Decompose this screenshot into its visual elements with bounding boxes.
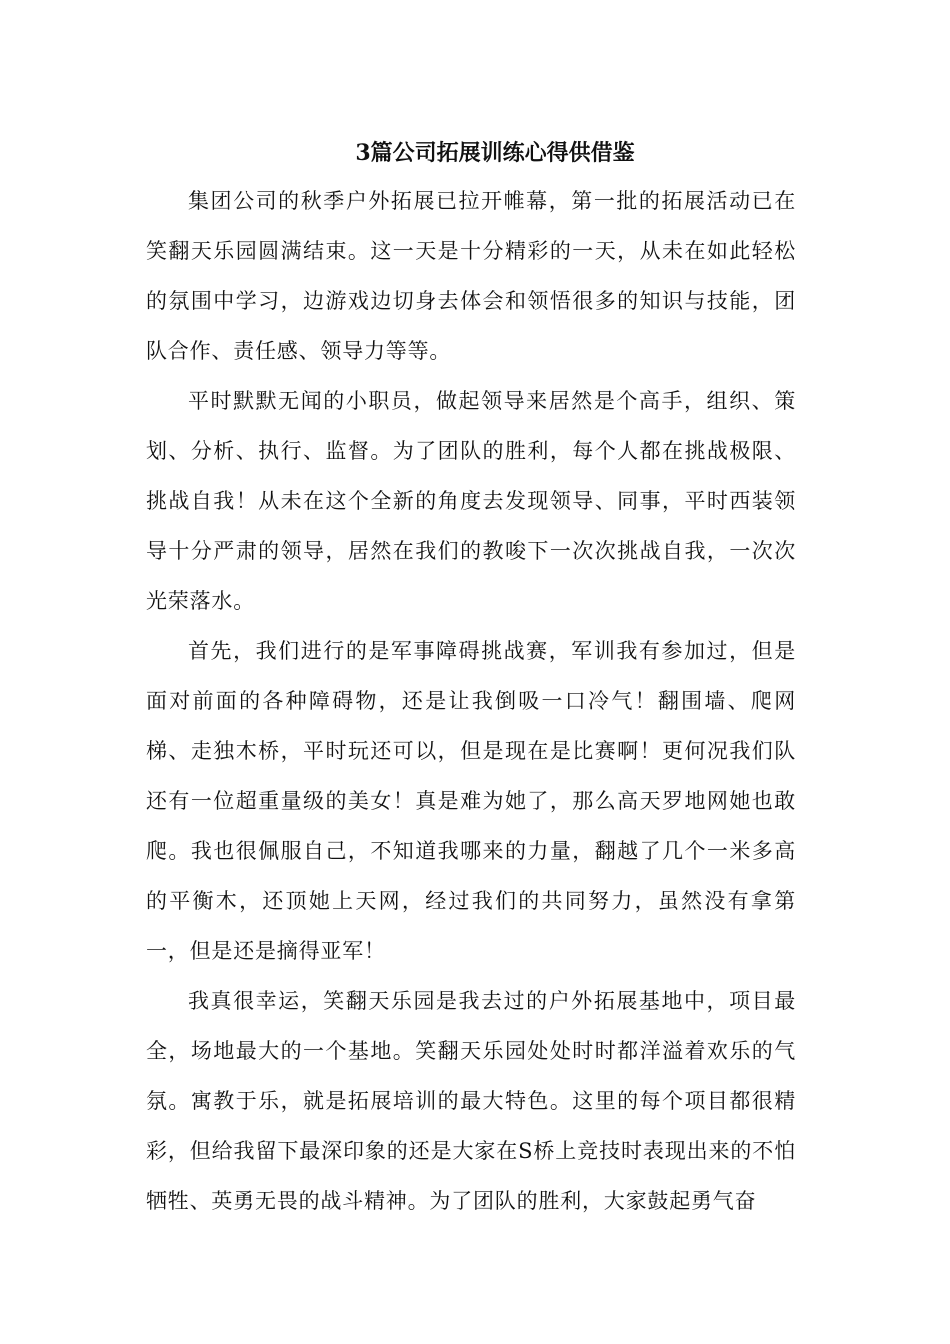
paragraph: 首先，我们进行的是军事障碍挑战赛，军训我有参加过，但是面对前面的各种障碍物，还是让我倒吸一口冷气！翻围墙、爬网梯、走独木桥，平时玩还可以，但是现在是比赛啊！更何况我们队还有一位超重量级的美女！真是难为她了，那么高天罗地网她也敢爬。我也很佩服自己，不知道我哪来的力量，翻越了几个一米多高的平衡木，还顶她上天网，经过我们的共同努力，虽然没有拿第一，但是还是摘得亚军！ — [146, 639, 796, 963]
paragraph: 平时默默无闻的小职员，做起领导来居然是个高手，组织、策划、分析、执行、监督。为了团队的胜利，每个人都在挑战极限、挑战自我！从未在这个全新的角度去发现领导、同事，平时西装领导十分严肃的领导，居然在我们的教唆下一次次挑战自我，一次次光荣落水。 — [146, 389, 796, 613]
document-title: 3篇公司拓展训练心得供借鉴 — [355, 140, 635, 166]
paragraph: 我真很幸运，笑翻天乐园是我去过的户外拓展基地中，项目最全，场地最大的一个基地。笑翻天乐园处处时时都洋溢着欢乐的气氛。寓教于乐，就是拓展培训的最大特色。这里的每个项目都很精彩，但给我留下最深印象的还是大家在S桥上竞技时表现出来的不怕牺牲、英勇无畏的战斗精神。为了团队的胜利，大家鼓起勇气奋 — [146, 989, 796, 1213]
document-body — [146, 176, 796, 1226]
paragraph: 集团公司的秋季户外拓展已拉开帷幕，第一批的拓展活动已在笑翻天乐园圆满结束。这一天是十分精彩的一天，从未在如此轻松的氛围中学习，边游戏边切身去体会和领悟很多的知识与技能，团队合作、责任感、领导力等等。 — [146, 189, 796, 363]
